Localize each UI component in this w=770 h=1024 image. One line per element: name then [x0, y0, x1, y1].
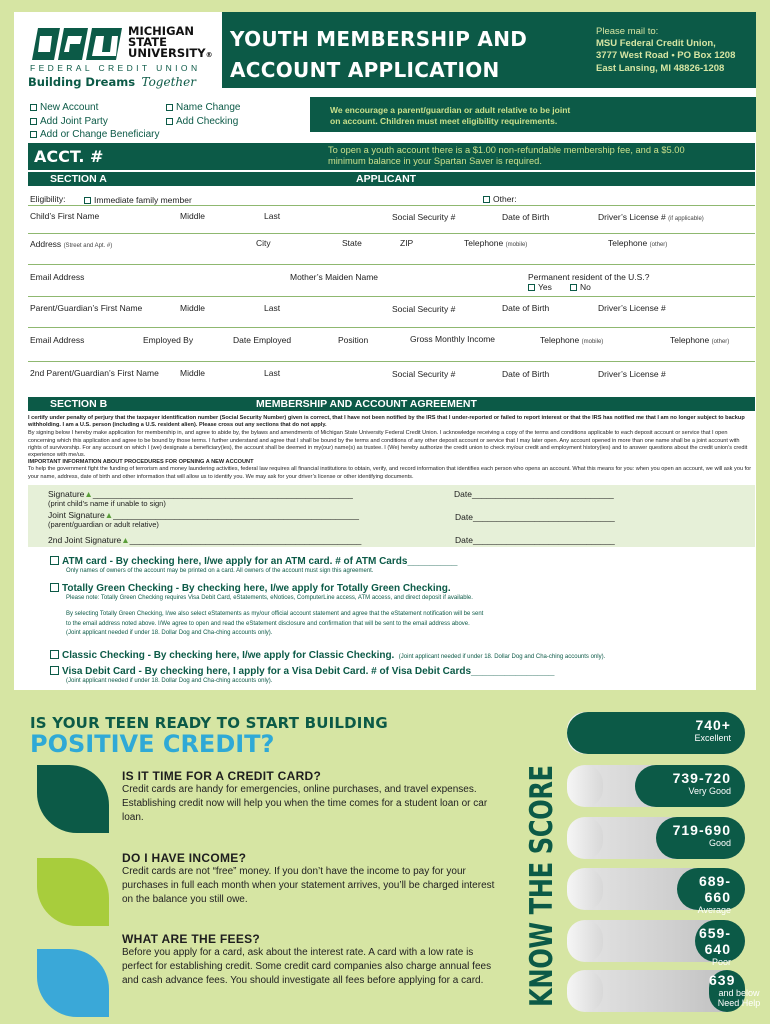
state-field[interactable]: State — [342, 238, 362, 248]
parent-telephone-other-field[interactable]: Telephone (other) — [670, 335, 730, 345]
tgc-estatement-text: By selecting Totally Green Checking, I/we also select eStatements as my/our official account statement and agree that the eStatement notification will be sent to the email address noted above. I/We agree to open and read the eStatement disclosure and confirmation that will be sent to the email address above. (Joint applicant needed if under 18. Dollar Dog and Cha-ching accounts only). — [66, 611, 484, 636]
score-range: 639 — [709, 972, 736, 988]
answer-income: Credit cards are not “free” money. If you don’t have the income to pay for your purchases in full each month when your statement arrives, you’ll be charged interest on the balance you still owe. — [122, 866, 495, 905]
child-first-name-field[interactable]: Child’s First Name — [30, 211, 100, 221]
score-rating: Average — [697, 905, 731, 915]
section-a-title: APPLICANT — [356, 173, 417, 185]
child-dob-field[interactable]: Date of Birth — [502, 212, 550, 222]
score-pill-fill — [695, 920, 745, 967]
credit-subheading: POSITIVE CREDIT? — [30, 730, 275, 758]
parent-email-field[interactable]: Email Address — [30, 335, 85, 345]
leaf-blue-icon — [37, 949, 109, 1017]
second-joint-signature-line[interactable]: 2nd Joint Signature▲_________________________________________________ — [48, 535, 362, 545]
score-pill — [567, 970, 761, 1012]
parent-telephone-mobile-field[interactable]: Telephone (mobile) — [540, 335, 604, 345]
other-checkbox[interactable]: Other: — [483, 194, 517, 204]
parent2-ssn-field[interactable]: Social Security # — [392, 369, 456, 379]
leaf-dark-icon — [37, 765, 109, 833]
joint-signature-note: (parent/guardian or adult relative) — [48, 520, 159, 529]
score-pill-fill — [709, 970, 761, 1012]
child-ssn-field[interactable]: Social Security # — [392, 212, 456, 222]
gross-income-field[interactable]: Gross Monthly Income — [410, 334, 496, 344]
joint-signature-line[interactable]: Joint Signature▲____________________________________________________ — [48, 510, 359, 520]
min-balance-note: To open a youth account there is a $1.00 non-refundable membership fee, and a $5.00 minimum balance in your Spartan Saver is required. — [328, 145, 685, 166]
divider — [28, 264, 755, 265]
section-b-title: MEMBERSHIP AND ACCOUNT AGREEMENT — [256, 398, 477, 410]
score-pill-cap — [567, 817, 603, 859]
parent-last-field[interactable]: Last — [264, 303, 281, 313]
score-pill — [567, 712, 745, 754]
immediate-family-checkbox[interactable]: Immediate family member — [84, 195, 192, 205]
leaf-lime-icon — [37, 858, 109, 926]
parent-middle-field[interactable]: Middle — [180, 303, 206, 313]
know-the-score-label: KNOW THE SCORE — [524, 765, 560, 1007]
option-add-checking[interactable]: Add Checking — [166, 116, 238, 127]
score-rating: Good — [708, 838, 731, 848]
divider — [28, 233, 755, 234]
score-pill-cap — [567, 970, 603, 1012]
section-a-label: SECTION A — [50, 173, 107, 185]
msu-fcu-logo — [30, 26, 220, 88]
city-field[interactable]: City — [256, 238, 271, 248]
visa-note: (Joint applicant needed if under 18. Dollar Dog and Cha-ching accounts only). — [66, 678, 273, 684]
logo-tagline: Building Dreams Together — [28, 75, 196, 89]
msu-logo-icon — [30, 26, 126, 62]
parent-dl-field[interactable]: Driver’s License # — [598, 303, 666, 313]
parent2-dl-field[interactable]: Driver’s License # — [598, 369, 666, 379]
zip-field[interactable]: ZIP — [400, 238, 414, 248]
score-pill — [567, 920, 745, 967]
score-range: 739-720 — [672, 770, 731, 786]
position-field[interactable]: Position — [338, 335, 369, 345]
logo-fcu: FEDERAL CREDIT UNION — [30, 63, 201, 73]
divider — [28, 361, 755, 362]
score-pill-cap — [567, 868, 603, 910]
parent2-last-field[interactable]: Last — [264, 368, 281, 378]
resident-yes-checkbox[interactable]: Yes — [528, 282, 552, 292]
option-new-account[interactable]: New Account — [30, 102, 98, 113]
score-pill-fill — [567, 712, 745, 754]
option-add-joint-party[interactable]: Add Joint Party — [30, 116, 108, 127]
totally-green-checking-option[interactable]: Totally Green Checking - By checking here, I/we apply for Totally Green Checking. — [50, 583, 451, 594]
question-fees: WHAT ARE THE FEES? — [122, 932, 261, 946]
atm-note: Only names of owners of the account may be printed on a card. All owners of the account must sign this agreement. — [66, 568, 374, 574]
date-employed-field[interactable]: Date Employed — [233, 335, 292, 345]
question-income: DO I HAVE INCOME? — [122, 851, 247, 865]
score-pill-cap — [567, 920, 603, 962]
joint-signature-date[interactable]: Date______________________________ — [455, 512, 615, 522]
score-rating: Very Good — [688, 786, 731, 796]
child-middle-field[interactable]: Middle — [180, 211, 206, 221]
page-title: YOUTH MEMBERSHIP AND ACCOUNT APPLICATION — [230, 27, 528, 82]
email-field[interactable]: Email Address — [30, 272, 85, 282]
answer-fees: Before you apply for a card, ask about the interest rate. A card with a low rate is perfect for establishing credit. Some credit card companies also charge annual fees and cash advance fees. You should investigate all fees before applying for a card. — [122, 947, 492, 986]
score-range: 659-640 — [698, 925, 731, 957]
answer-credit-card: Credit cards are handy for emergencies, online purchases, and travel expenses. Establishing credit now will help you when the time comes for a student loan or car loan. — [122, 784, 488, 823]
score-range: 719-690 — [672, 822, 731, 838]
signature-date[interactable]: Date______________________________ — [454, 489, 614, 499]
mail-to: Please mail to: MSU Federal Credit Union, 3777 West Road • PO Box 1208 East Lansing, MI 48826-1208 — [596, 26, 736, 74]
parent2-dob-field[interactable]: Date of Birth — [502, 369, 550, 379]
score-range: 689-660 — [698, 873, 731, 905]
atm-card-option[interactable]: ATM card - By checking here, I/we apply for an ATM card. # of ATM Cards_________ — [50, 556, 458, 567]
resident-no-checkbox[interactable]: No — [570, 282, 591, 292]
section-b-label: SECTION B — [50, 398, 108, 410]
parent-ssn-field[interactable]: Social Security # — [392, 304, 456, 314]
score-rating: Excellent — [694, 733, 731, 743]
parent2-middle-field[interactable]: Middle — [180, 368, 206, 378]
child-last-field[interactable]: Last — [264, 211, 281, 221]
address-field[interactable]: Address (Street and Apt. #) — [30, 239, 113, 249]
acct-label: ACCT. # — [34, 147, 104, 166]
score-range: 740+ — [695, 717, 731, 733]
score-rating: and below Need Help — [717, 988, 761, 1008]
score-pill-fill — [677, 868, 745, 915]
maiden-name-field[interactable]: Mother’s Maiden Name — [290, 272, 379, 282]
permanent-resident-label: Permanent resident of the U.S.? — [528, 272, 650, 282]
visa-debit-option[interactable]: Visa Debit Card - By checking here, I apply for a Visa Debit Card. # of Visa Debit Cards_______________ — [50, 666, 554, 677]
score-pill — [567, 765, 745, 807]
tgc-note: Please note: Totally Green Checking requires Visa Debit Card, eStatements, eNotices, ComputerLine access, ATM access, and direct deposit if available. — [66, 595, 473, 601]
score-pill-cap — [567, 765, 603, 807]
divider — [28, 205, 755, 206]
encourage-note: We encourage a parent/guardian or adult relative to be joint on account. Children must meet eligibility requirements. — [330, 105, 571, 126]
score-pill — [567, 817, 745, 859]
parent-dob-field[interactable]: Date of Birth — [502, 303, 550, 313]
signature-note: (print child’s name if unable to sign) — [48, 499, 166, 508]
parent2-first-name-field[interactable]: 2nd Parent/Guardian’s First Name — [30, 368, 159, 378]
score-pill — [567, 868, 745, 915]
credit-heading: IS YOUR TEEN READY TO START BUILDING — [30, 714, 388, 732]
logo-name: MICHIGAN STATE UNIVERSITY® — [128, 24, 213, 60]
score-rating: Poor — [711, 957, 731, 967]
option-add-beneficiary[interactable]: Add or Change Beneficiary — [30, 129, 160, 140]
telephone-other-field[interactable]: Telephone (other) — [608, 238, 668, 248]
employed-by-field[interactable]: Employed By — [143, 335, 194, 345]
score-pill-fill — [656, 817, 745, 859]
legal-text: I certify under penalty of perjury that the taxpayer identification number (Social Security Number) given is correct, that I have not been notified by the IRS that I under-reported or failed to report interest or that the IRS has notified me that I am no longer subject to backup withholding. I am a U.S. person (including a U.S. resident alien). Please cross out any sections that do not apply. By signing below I hereby make application for membership in, and agree to abide by, the bylaws and amendments of Michigan State University Federal Credit Union. I acknowledge receiving a copy of the terms and conditions applicable to each deposit account or service that I open concerning which this application and agree to be bound by those terms. I further understand and agree that I shall be bound by the terms and conditions of any other deposit account or service that I may later open. Any account opened in more than one name shall be a joint account with rights of survivorship. For any account on which I (we) designate a beneficiary(ies), the account shall be deemed in my(our) name(s) as trustee. I (We) hereby authorize the credit union to check my/our credit and employment history(ies) and to answer questions about the credit union’s credit experience with me/us. IMPORTANT INFORMATION ABOUT PROCEDURES FOR OPENING A NEW ACCOUNT To help the government fight the funding of terrorism and money laundering activities, federal law requires all financial institutions to obtain, verify, and record information that identifies each person who opens an account. What this means for you: when you open an account, we will ask you for your name, address, date of birth and other information that will allow us to identify you. We may ask for your driver’s license or other identifying documents. — [28, 415, 752, 480]
option-name-change[interactable]: Name Change — [166, 102, 240, 113]
score-pill-fill — [635, 765, 745, 807]
divider — [28, 327, 755, 328]
second-joint-signature-date[interactable]: Date______________________________ — [455, 535, 615, 545]
child-dl-field[interactable]: Driver’s License # (if applicable) — [598, 212, 704, 222]
parent-first-name-field[interactable]: Parent/Guardian’s First Name — [30, 303, 143, 313]
divider — [28, 296, 755, 297]
telephone-mobile-field[interactable]: Telephone (mobile) — [464, 238, 528, 248]
classic-checking-option[interactable]: Classic Checking - By checking here, I/we apply for Classic Checking. (Joint applicant needed if under 18. Dollar Dog and Cha-ching accounts only). — [50, 645, 605, 663]
eligibility-label: Eligibility: — [30, 194, 66, 204]
question-credit-card: IS IT TIME FOR A CREDIT CARD? — [122, 769, 322, 783]
signature-line[interactable]: Signature▲_______________________________________________________ — [48, 489, 353, 499]
